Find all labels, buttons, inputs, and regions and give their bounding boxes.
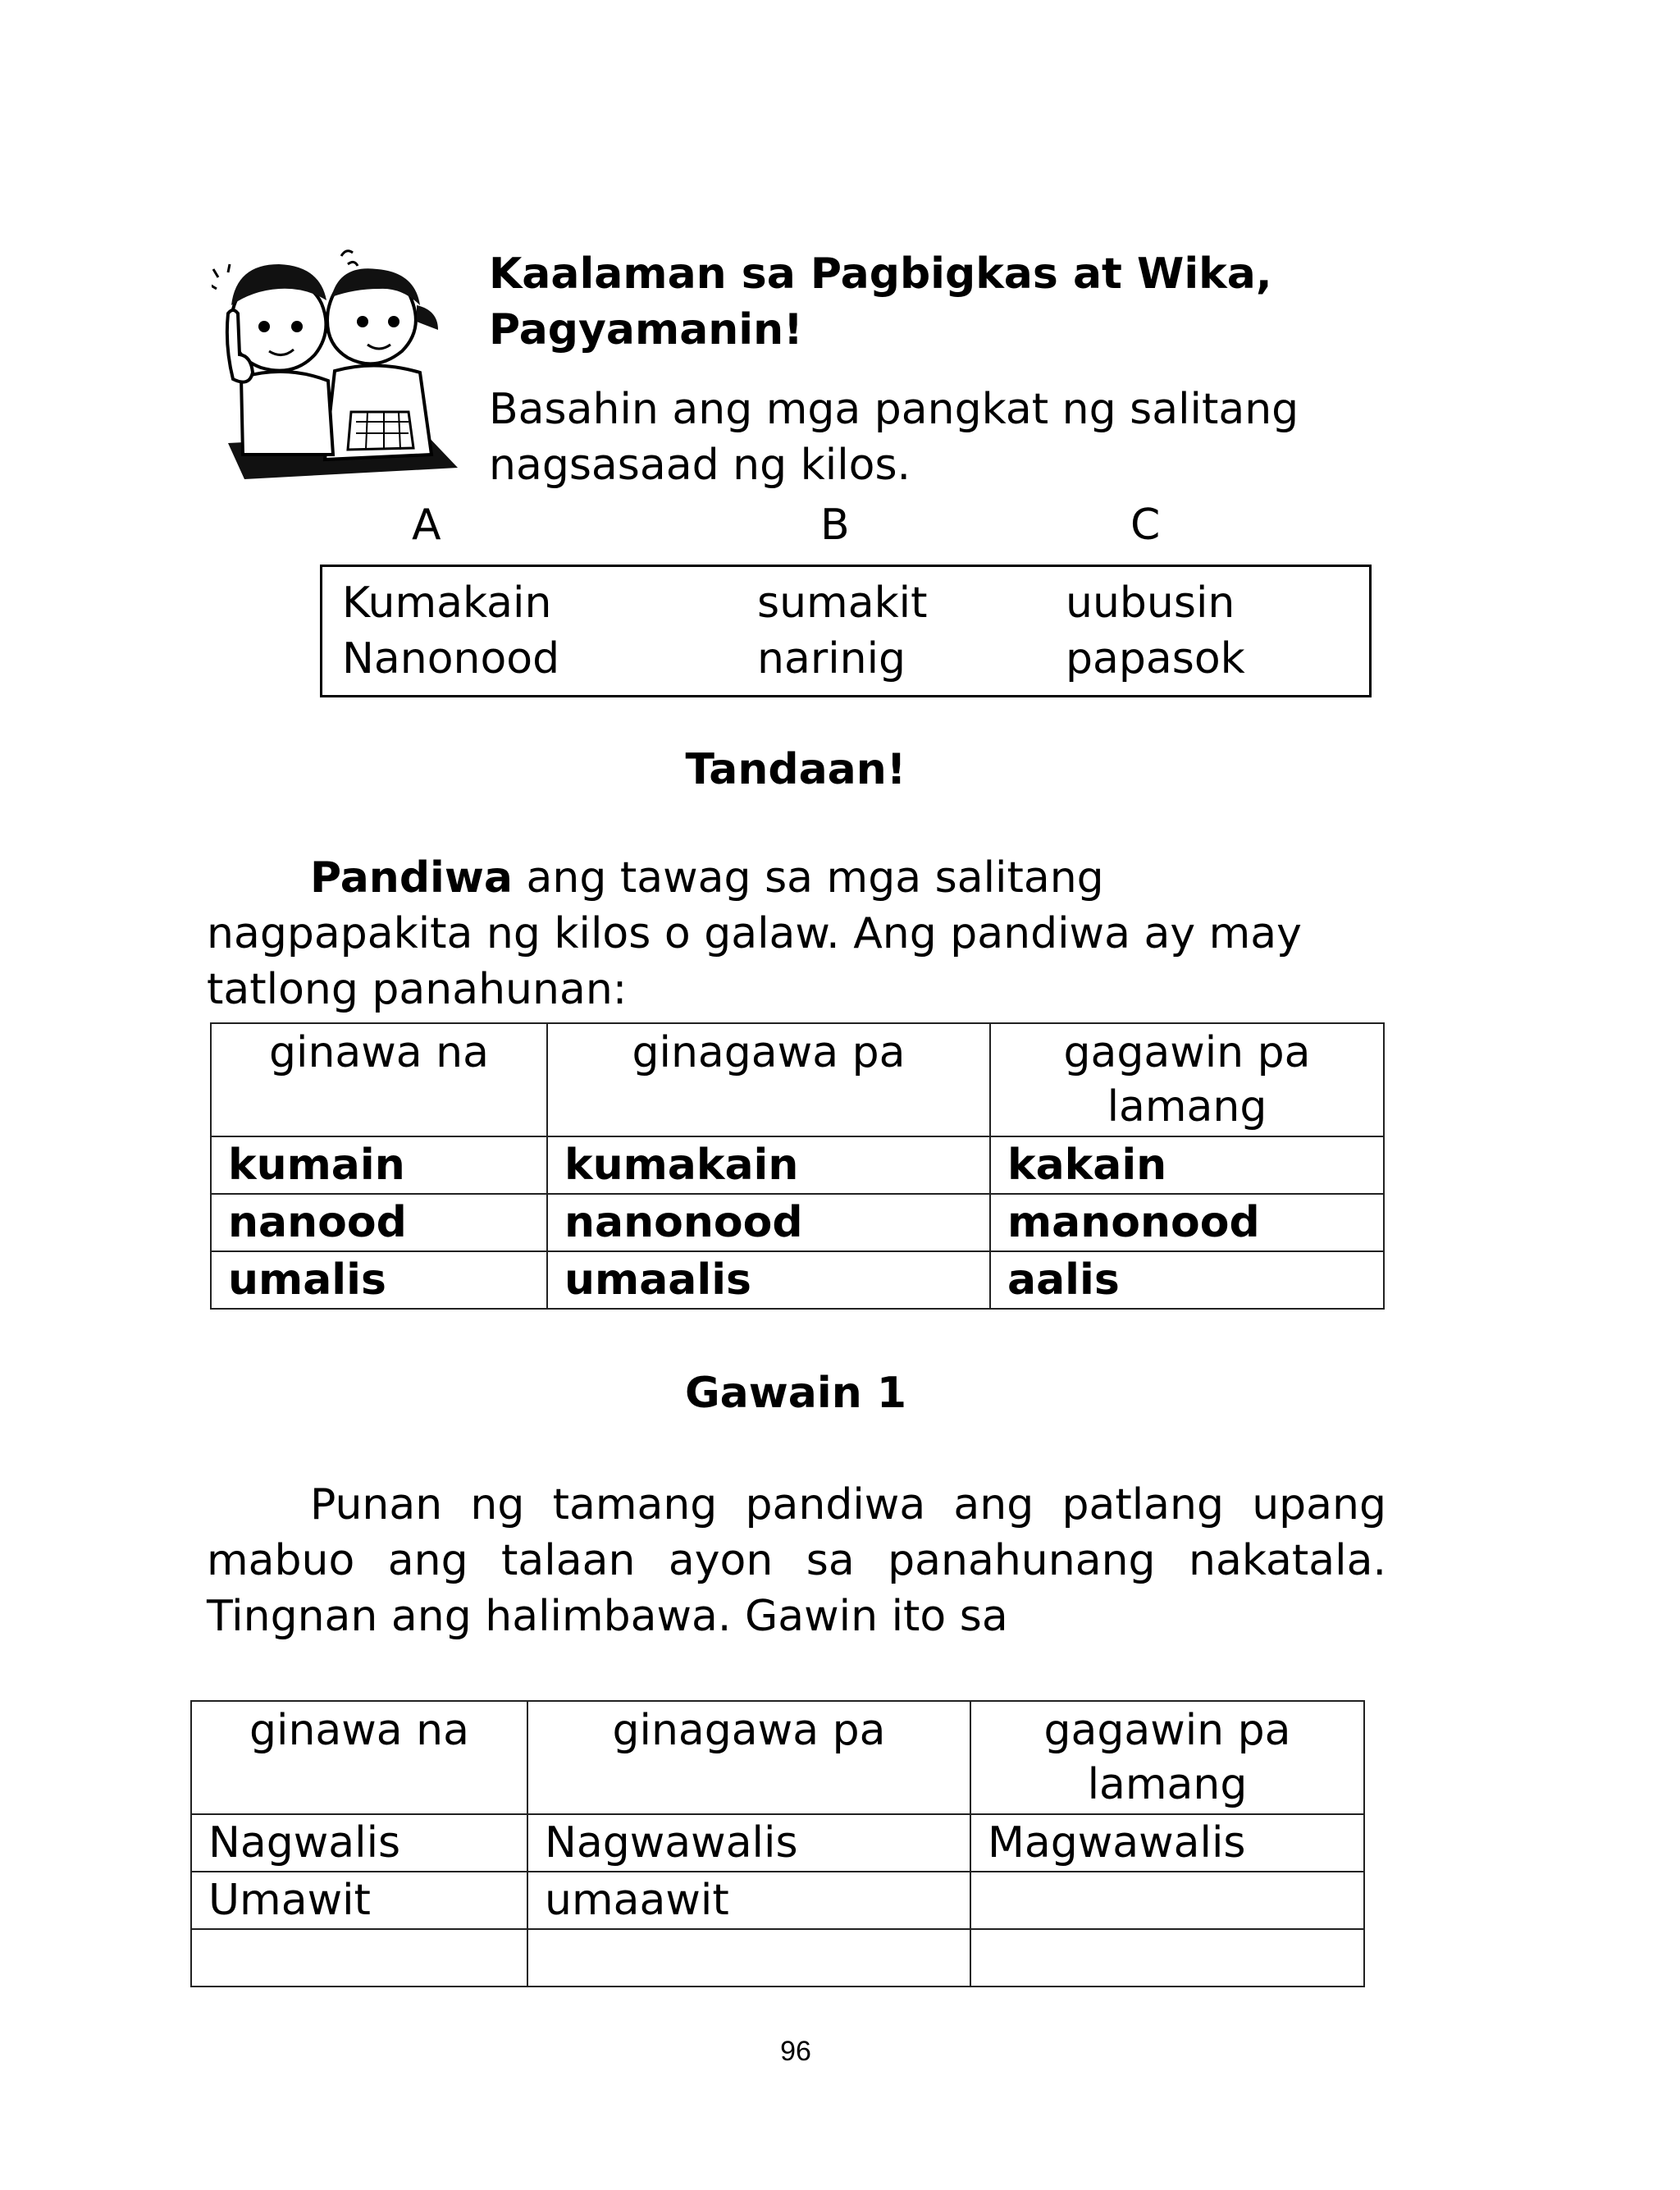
pandiwa-term: Pandiwa — [310, 853, 513, 903]
table-cell: nanonood — [547, 1194, 990, 1251]
table-cell: Nagwalis — [191, 1814, 527, 1872]
intro-text-line-1: Basahin ang mga pangkat ng salitang — [489, 385, 1299, 434]
table-cell: umalis — [211, 1251, 547, 1309]
tandaan-line-1: ang tawag sa mga salitang — [513, 853, 1104, 903]
table-header-row — [191, 1701, 1364, 1814]
gawain-heading: Gawain 1 — [684, 1369, 907, 1418]
table-cell: kumakain — [547, 1136, 990, 1194]
gawain-instructions-text: Punan ng tamang pandiwa ang patlang upang mabuo ang talaan ayon sa panahunang nakatala. Tingnan ang halimbawa. Gawin ito sa — [207, 1480, 1386, 1641]
section-title-line-2: Pagyamanin! — [489, 305, 803, 354]
section-title-line-1: Kaalaman sa Pagbigkas at Wika, — [489, 249, 1272, 299]
tense-table — [210, 1022, 1385, 1310]
group-label-a: A — [412, 501, 441, 550]
table-cell: aalis — [990, 1251, 1384, 1309]
table-cell: umaawit — [527, 1872, 970, 1929]
table-header-cell: ginagawa pa — [547, 1023, 990, 1136]
table-row — [211, 1251, 1384, 1309]
table-cell: Magwawalis — [970, 1814, 1364, 1872]
table-cell: umaalis — [547, 1251, 990, 1309]
table-cell: nanood — [211, 1194, 547, 1251]
table-header-cell: gagawin pa lamang — [970, 1701, 1364, 1814]
table-header-cell: ginawa na — [211, 1023, 547, 1136]
children-illustration — [212, 240, 474, 486]
intro-text-line-2: nagsasaad ng kilos. — [489, 441, 911, 490]
table-row — [211, 1136, 1384, 1194]
word-b2: narinig — [757, 634, 906, 684]
word-b1: sumakit — [757, 578, 928, 628]
word-group-box — [320, 565, 1372, 697]
table-cell: Nagwawalis — [527, 1814, 970, 1872]
tandaan-paragraph — [207, 850, 1302, 1017]
table-cell: kumain — [211, 1136, 547, 1194]
word-a1: Kumakain — [342, 578, 552, 628]
word-a2: Nanonood — [342, 634, 560, 684]
table-row — [211, 1194, 1384, 1251]
tandaan-line-2: nagpapakita ng kilos o galaw. Ang pandiwa ay may — [207, 909, 1302, 958]
page-number: 96 — [780, 2036, 811, 2067]
group-label-b: B — [820, 501, 850, 550]
table-row — [191, 1872, 1364, 1929]
gawain-instructions — [207, 1477, 1386, 1644]
activity-table — [190, 1700, 1365, 1987]
intro-text — [489, 382, 1299, 493]
table-row — [191, 1814, 1364, 1872]
table-header-row — [211, 1023, 1384, 1136]
group-label-c: C — [1130, 501, 1161, 550]
table-cell: Umawit — [191, 1872, 527, 1929]
table-cell: kakain — [990, 1136, 1384, 1194]
table-cell: manonood — [990, 1194, 1384, 1251]
answer-blank-cell[interactable] — [970, 1872, 1364, 1929]
tandaan-heading: Tandaan! — [685, 745, 906, 794]
section-title — [489, 246, 1272, 358]
table-header-cell: gagawin pa lamang — [990, 1023, 1384, 1136]
answer-blank-cell[interactable] — [527, 1929, 970, 1987]
word-c2: papasok — [1066, 634, 1245, 684]
table-header-cell: ginagawa pa — [527, 1701, 970, 1814]
word-c1: uubusin — [1066, 578, 1235, 628]
table-header-cell: ginawa na — [191, 1701, 527, 1814]
table-row — [191, 1929, 1364, 1987]
answer-blank-cell[interactable] — [191, 1929, 527, 1987]
answer-blank-cell[interactable] — [970, 1929, 1364, 1987]
tandaan-line-3: tatlong panahunan: — [207, 965, 628, 1014]
